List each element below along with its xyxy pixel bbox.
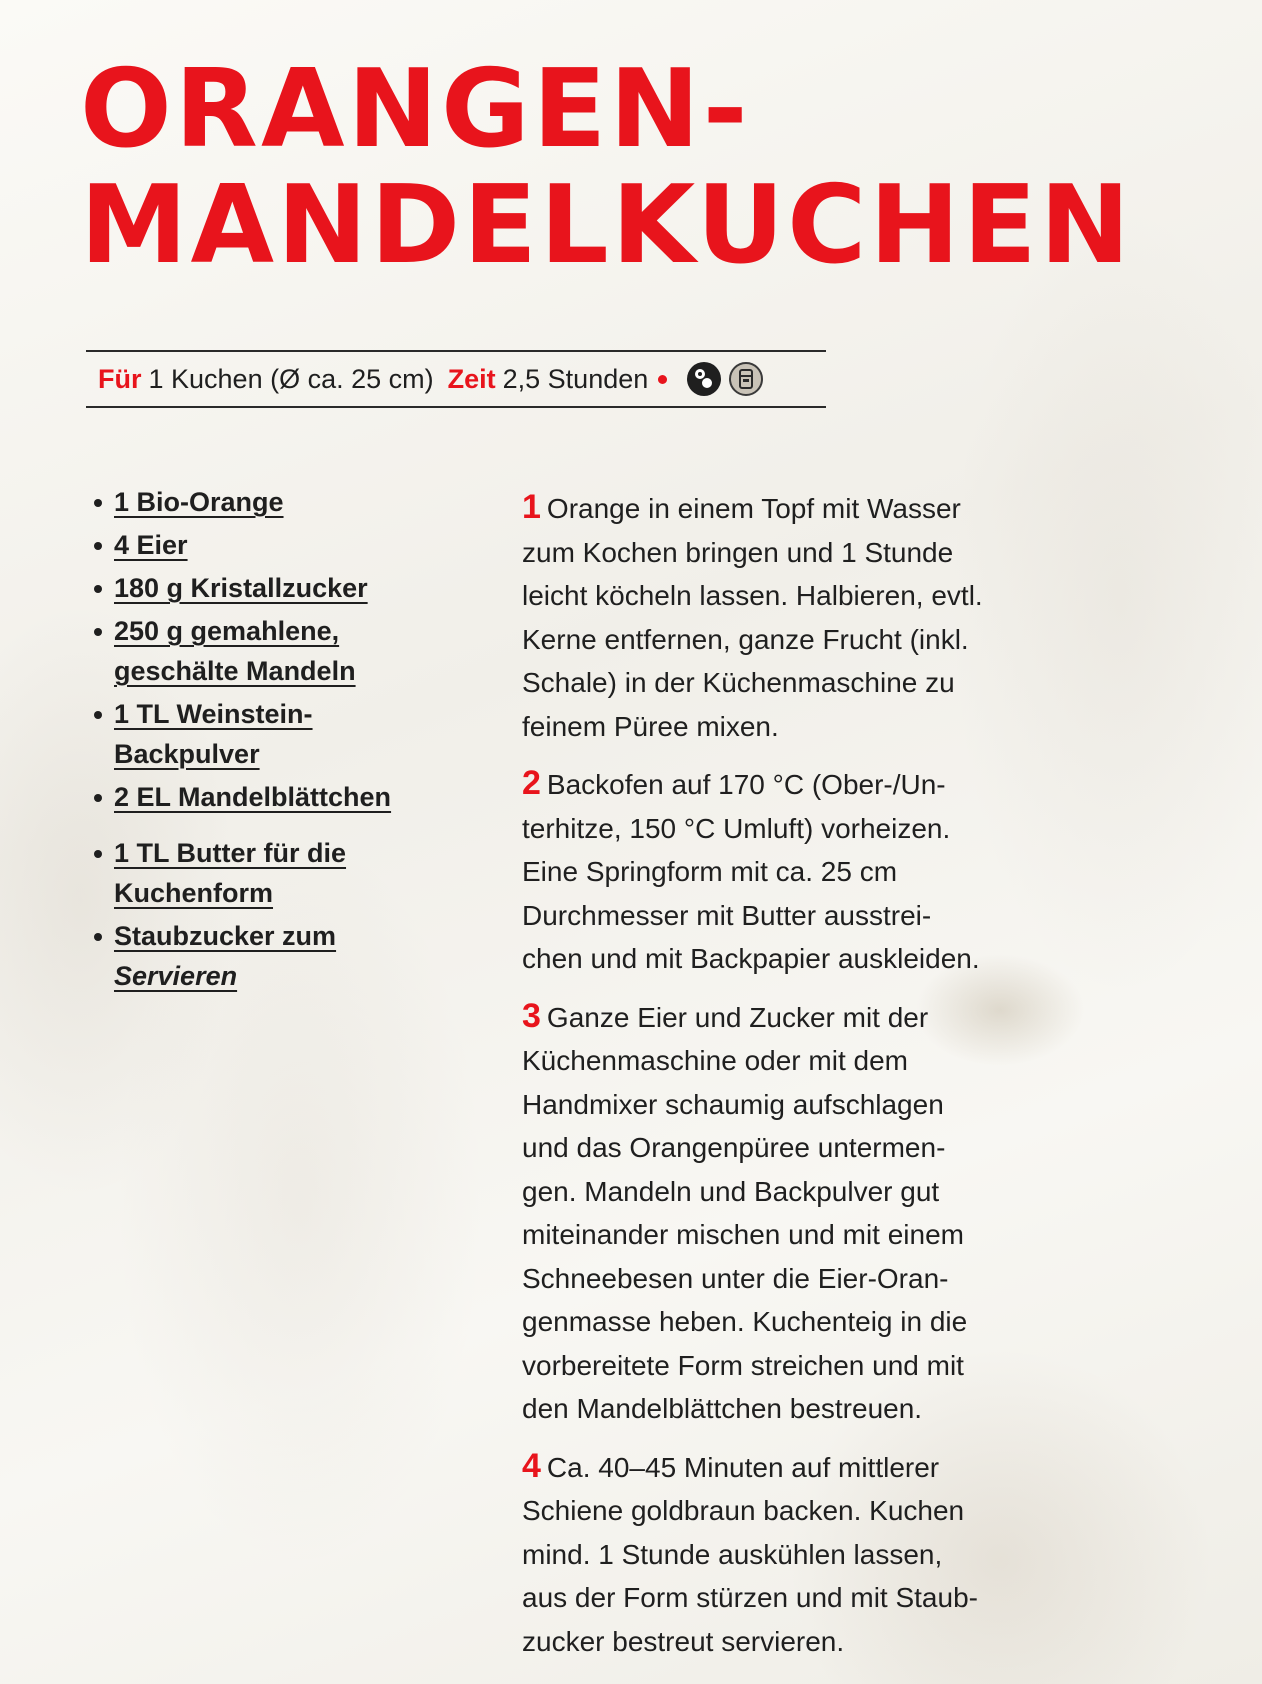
instruction-step (522, 995, 1082, 1431)
ingredient-text: 1 TL Weinstein- (114, 699, 313, 729)
step-text-line: zum Kochen bringen und 1 Stunde (522, 536, 954, 568)
ingredient-text: 180 g Kristallzucker (114, 573, 368, 603)
step-text-line: aus der Form stürzen und mit Staub- (522, 1582, 978, 1613)
step-text-line: Schale) in der Küchenmaschine zu (522, 667, 955, 698)
instruction-step (522, 1445, 1082, 1664)
step-text-line: feinem Püree mixen. (522, 710, 779, 742)
ingredient-text: 1 Bio-Orange (114, 487, 284, 517)
separator-dot (658, 375, 667, 384)
step-text-line: Eine Springform mit ca. 25 cm (522, 856, 898, 887)
step-number: 2 (522, 764, 541, 802)
ingredient-item (92, 833, 452, 913)
step-text-line: genmasse heben. Kuchenteig in die (522, 1306, 968, 1337)
time-value: 2,5 Stunden (502, 363, 649, 394)
step-text-line: vorbereitete Form streichen und mit (522, 1349, 964, 1381)
ingredient-item (92, 482, 452, 522)
step-text-line: den Mandelblättchen bestreuen. (522, 1393, 923, 1424)
ingredient-item (92, 568, 452, 608)
step-text-line: zucker bestreut servieren. (522, 1625, 845, 1657)
step-text-line: gen. Mandeln und Backpulver gut (522, 1175, 940, 1207)
vegetarian-icon (687, 362, 721, 396)
step-text-line: miteinander mischen und mit einem (522, 1219, 964, 1250)
ingredient-text: 250 g gemahlene, (114, 616, 340, 646)
time-label: Zeit (447, 363, 496, 394)
step-text-line: mind. 1 Stunde auskühlen lassen, (522, 1538, 943, 1570)
step-number: 4 (522, 1446, 541, 1485)
ingredient-text: Staubzucker zum (114, 921, 337, 951)
ingredient-item (92, 916, 452, 996)
ingredient-text: geschälte Mandeln (114, 656, 356, 686)
yield-value: 1 Kuchen (Ø ca. 25 cm) (148, 363, 434, 394)
instructions (522, 486, 1082, 1677)
step-text-line: terhitze, 150 °C Umluft) vorheizen. (522, 812, 951, 844)
recipe-title (80, 47, 1133, 288)
step-text-line: Schiene goldbraun backen. Kuchen (522, 1495, 965, 1526)
step-text-line: Orange in einem Topf mit Wasser (546, 493, 961, 524)
instruction-step (522, 486, 1082, 748)
step-text-line: Kerne entfernen, ganze Frucht (inkl. (522, 623, 969, 655)
ingredient-item (92, 777, 452, 817)
instruction-step (522, 762, 1082, 981)
ingredient-item (92, 611, 452, 691)
ingredient-text: 2 EL Mandelblättchen (114, 782, 392, 812)
step-text-line: Küchenmaschine oder mit dem (522, 1045, 908, 1076)
step-text-line: Ganze Eier und Zucker mit der (546, 1001, 929, 1033)
step-text-line: leicht köcheln lassen. Halbieren, evtl. (522, 580, 983, 611)
step-number: 1 (522, 488, 541, 526)
step-text-line: Backofen auf 170 °C (Ober-/Un- (546, 769, 946, 800)
step-text-line: Schneebesen unter die Eier-Oran- (522, 1262, 949, 1294)
yield-label: Für (98, 363, 142, 394)
ingredient-text: Backpulver (114, 739, 260, 769)
step-text-line: Handmixer schaumig aufschlagen (522, 1088, 944, 1120)
step-number: 3 (522, 996, 541, 1035)
title-line-2: MANDELKUCHEN (80, 163, 1133, 288)
storable-icon (729, 362, 763, 396)
ingredient-text: Servieren (114, 961, 238, 991)
ingredient-text: Kuchenform (114, 878, 274, 908)
title-line-1: ORANGEN- (80, 47, 751, 172)
recipe-meta-bar (86, 350, 826, 408)
ingredient-item (92, 694, 452, 774)
step-text-line: Durchmesser mit Butter ausstrei- (522, 899, 932, 931)
ingredient-text: 4 Eier (114, 530, 188, 560)
step-text-line: chen und mit Backpapier auskleiden. (522, 943, 980, 974)
step-text-line: Ca. 40–45 Minuten auf mittlerer (546, 1451, 940, 1483)
ingredient-text: 1 TL Butter für die (114, 838, 347, 868)
ingredients-list (92, 482, 452, 999)
step-text-line: und das Orangenpüree untermen- (522, 1132, 946, 1163)
ingredient-item (92, 525, 452, 565)
